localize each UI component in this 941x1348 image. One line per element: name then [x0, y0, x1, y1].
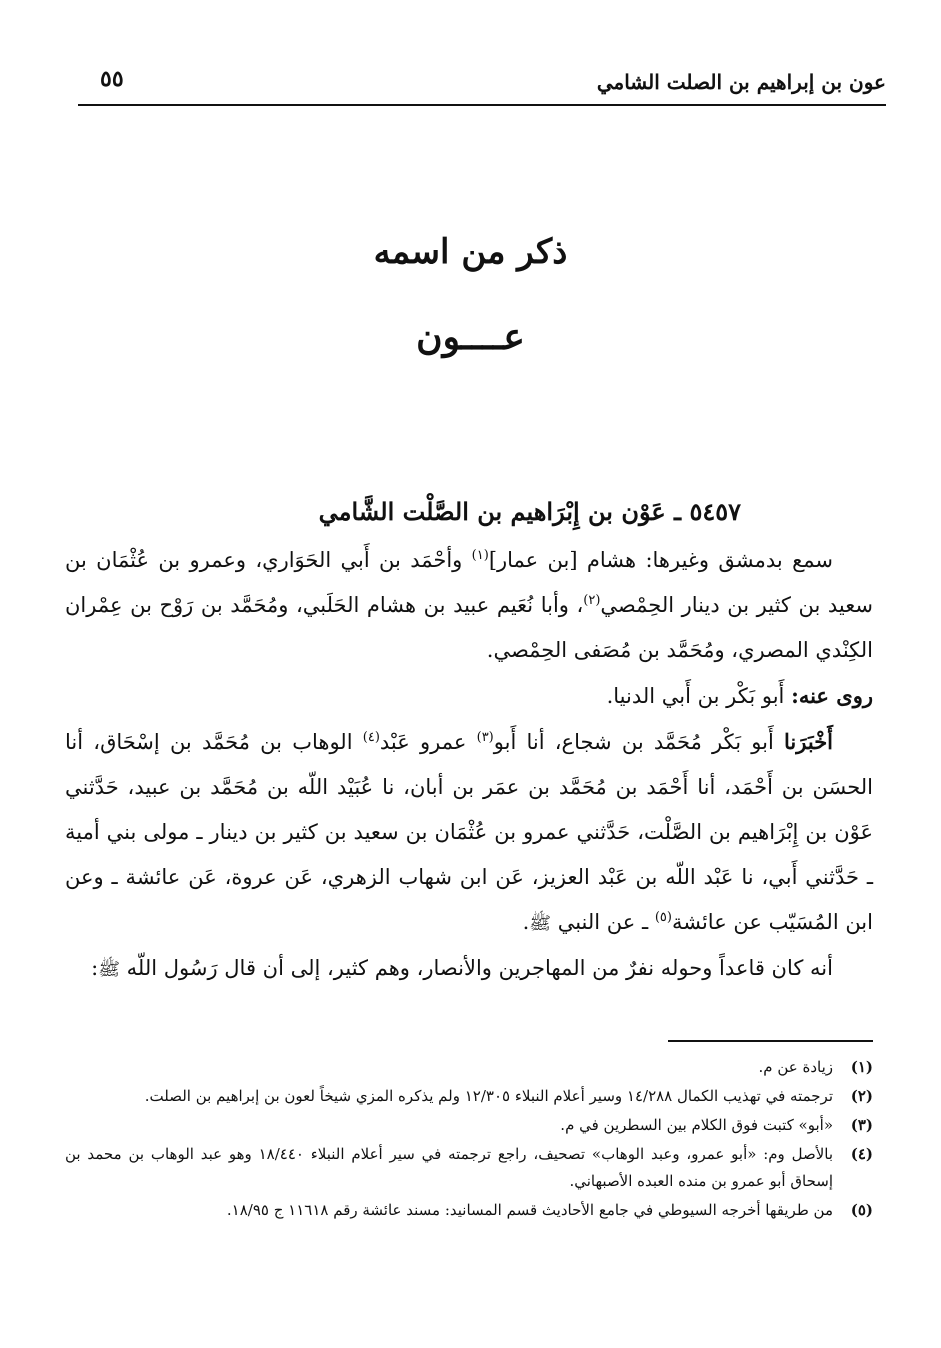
- entry-heading: ٥٤٥٧ ـ عَوْن بن إِبْرَاهيم بن الصَّلْت الشَّامي: [318, 497, 741, 526]
- paragraph-matn: أنه كان قاعداً وحوله نفرٌ من المهاجرين والأنصار، وهم كثير، إلى أن قال رَسُول اللّه ﷺ:: [91, 956, 833, 980]
- footnote-ref-1[interactable]: (١): [471, 548, 489, 563]
- narrated-from-label: روى عنه:: [791, 683, 873, 708]
- footnote-ref-3[interactable]: (٣): [476, 730, 494, 745]
- running-head-title: عون بن إبراهيم بن الصلت الشامي: [596, 70, 886, 94]
- paragraph-isnad: أَخْبَرَنا أَبو بَكْر مُحَمَّد بن شجاع، أنا أَبو$^{(٣)}$ عمرو عَبْد$^{(٤)}$ الوهاب بن مُحَمَّد بن إسْحَاق، أنا الحسَن بن أَحْمَد، أنا أَحْمَد بن مُحَمَّد بن عمَر بن أبان، نا عُبَيْد اللّه بن مُحَمَّد بن عبيد، حَدَّثني عَوْن بن إِبْرَاهيم بن الصَّلْت، حَدَّثني عمرو بن عُثْمَان بن سعيد بن كثير بن دينار ـ مولى بني أمية ـ حَدَّثني أَبي، نا عَبْد اللّه بن عَبْد العزيز، عَن ابن شهاب الزهري، عَن عروة، عَن عائشة ـ وعن ابن المُسَيّب عن عائشة$^{(٥)}$ ـ عن النبي ﷺ.: [65, 729, 873, 934]
- footnote-number: (٥): [850, 1201, 873, 1219]
- footnote-rule: [668, 1040, 873, 1042]
- footnote-ref-5[interactable]: (٥): [654, 910, 672, 925]
- footnote-5: [65, 1197, 873, 1224]
- section-heading: ذكر من اسمه: [373, 232, 568, 272]
- salla-ligature-icon: ﷺ: [98, 959, 120, 980]
- letter-heading: عــــون: [416, 316, 525, 358]
- footnote-number: (١): [850, 1058, 873, 1076]
- paragraph-teachers: سمع بدمشق وغيرها: هشام [بن عمار]$^{(١)}$ وأحْمَد بن أَبي الحَوَاري، وعمرو بن عُثْمَان بن سعيد بن كثير بن دينار الحِمْصي$^{(٢)}$، وأبا نُعَيم عبيد بن هشام الحَلَبي، ومُحَمَّد بن رَوْح بن عِمْران الكِنْدي المصري، ومُحَمَّد بن مُصَفى الحِمْصي.: [65, 548, 873, 662]
- footnote-ref-4[interactable]: (٤): [362, 730, 380, 745]
- page-number: ٥٥: [100, 66, 124, 92]
- footnote-text: من طريقها أخرجه السيوطي في جامع الأحاديث قسم المسانيد: مسند عائشة رقم ١١٦١٨ ج ١٨/٩٥.: [226, 1201, 833, 1219]
- akhbarana-label: أَخْبَرَنا: [784, 729, 834, 754]
- running-head: [78, 62, 886, 98]
- footnote-number: (٤): [850, 1145, 873, 1163]
- footnote-text: بالأصل وم: «أبو عمرو، وعبد الوهاب» تصحيف، راجع ترجمته في سير أعلام النبلاء ١٨/٤٤٠ وهو عبد الوهاب بن محمد بن إسحاق أبو عمرو بن منده العبده الأصبهاني.: [65, 1145, 833, 1190]
- footnote-number: (٢): [850, 1087, 873, 1105]
- footnote-2: [65, 1083, 873, 1110]
- footnote-text: ترجمته في تهذيب الكمال ١٤/٢٨٨ وسير أعلام النبلاء ١٢/٣٠٥ ولم يذكره المزي شيخاً لعون بن إبراهيم بن الصلت.: [144, 1087, 833, 1105]
- footnote-text: «أبو» كتبت فوق الكلام بين السطرين في م.: [560, 1116, 833, 1134]
- footnote-text: زيادة عن م.: [758, 1058, 833, 1076]
- salla-ligature-icon: ﷺ: [529, 913, 552, 934]
- footnote-ref-2[interactable]: (٢): [583, 593, 601, 608]
- footnotes: [65, 1054, 873, 1226]
- header-rule: [78, 104, 886, 106]
- entry-body: [65, 538, 873, 992]
- footnote-3: [65, 1112, 873, 1139]
- paragraph-narrated-from: روى عنه: أَبو بَكْر بن أَبي الدنيا.: [606, 683, 873, 708]
- footnote-1: [65, 1054, 873, 1081]
- footnote-4: [65, 1141, 873, 1195]
- footnote-number: (٣): [850, 1116, 873, 1134]
